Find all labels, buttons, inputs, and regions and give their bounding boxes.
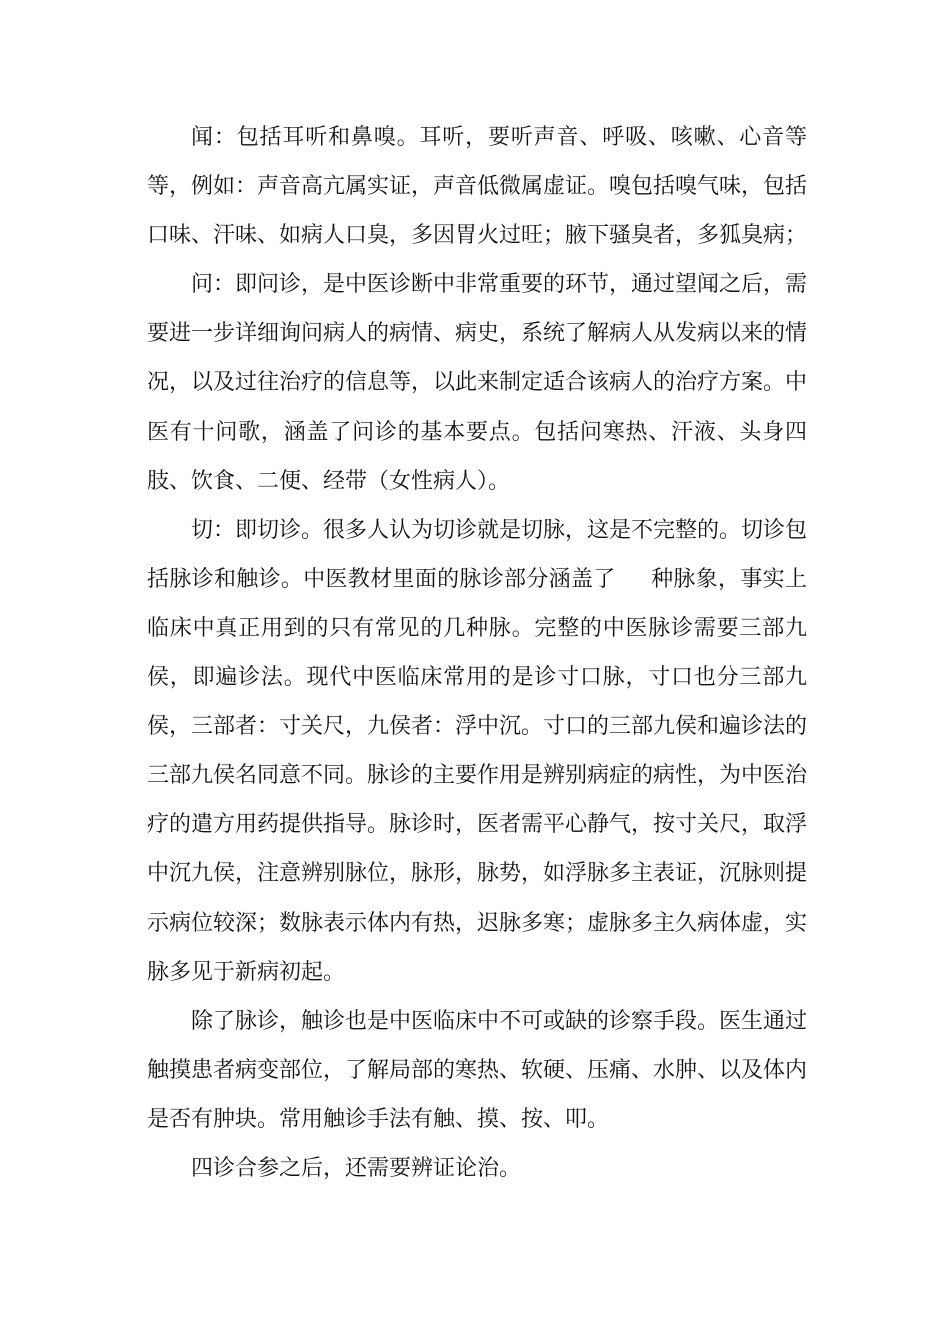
paragraph-palpation bbox=[147, 506, 807, 997]
paragraph-listening-smelling: 闻：包括耳听和鼻嗅。耳听，要听声音、呼吸、咳嗽、心音等等，例如：声音高亢属实证，声音低微属虚证。嗅包括嗅气味，包括口味、汗味、如病人口臭，多因胃火过旺；腋下骚臭者，多狐臭病； bbox=[147, 125, 808, 249]
paragraph-conclusion: 四诊合参之后，还需要辨证论治。 bbox=[191, 1155, 522, 1181]
paragraph-inquiry: 问：即问诊，是中医诊断中非常重要的环节，通过望闻之后，需要进一步详细询问病人的病情、病史，系统了解病人从发病以来的情况，以及过往治疗的信息等，以此来制定适合该病人的治疗方案。中医有十问歌，涵盖了问诊的基本要点。包括问寒热、汗液、头身四肢、饮食、二便、经带（女性病人）。 bbox=[147, 272, 808, 494]
palpation-text-part-2: 种脉象，事实上临床中真正用到的只有常见的几种脉。完整的中医脉诊需要三部九侯，即遍诊法。现代中医临床常用的是诊寸口脉，寸口也分三部九侯，三部者：寸关尺，九侯者：浮中沉。寸口的三部九侯和遍诊法的三部九侯名同意不同。脉诊的主要作用是辨别病症的病性，为中医治疗的遣方用药提供指导。脉诊时，医者需平心静气，按寸关尺，取浮中沉九侯，注意辨别脉位，脉形，脉势，如浮脉多主表证，沉脉则提示病位较深；数脉表示体内有热，迟脉多寒；虚脉多主久病体虚，实脉多见于新病初起。 bbox=[147, 566, 808, 985]
paragraph-touch-diagnosis: 除了脉诊，触诊也是中医临床中不可或缺的诊察手段。医生通过触摸患者病变部位，了解局部的寒热、软硬、压痛、水肿、以及体内是否有肿块。常用触诊手法有触、摸、按、叩。 bbox=[147, 1008, 808, 1132]
palpation-text-part-1: 切：即切诊。很多人认为切诊就是切脉，这是不完整的。切诊包括脉诊和触诊。中医教材里面的脉诊部分涵盖了 bbox=[147, 517, 808, 592]
body-text bbox=[147, 113, 807, 1193]
